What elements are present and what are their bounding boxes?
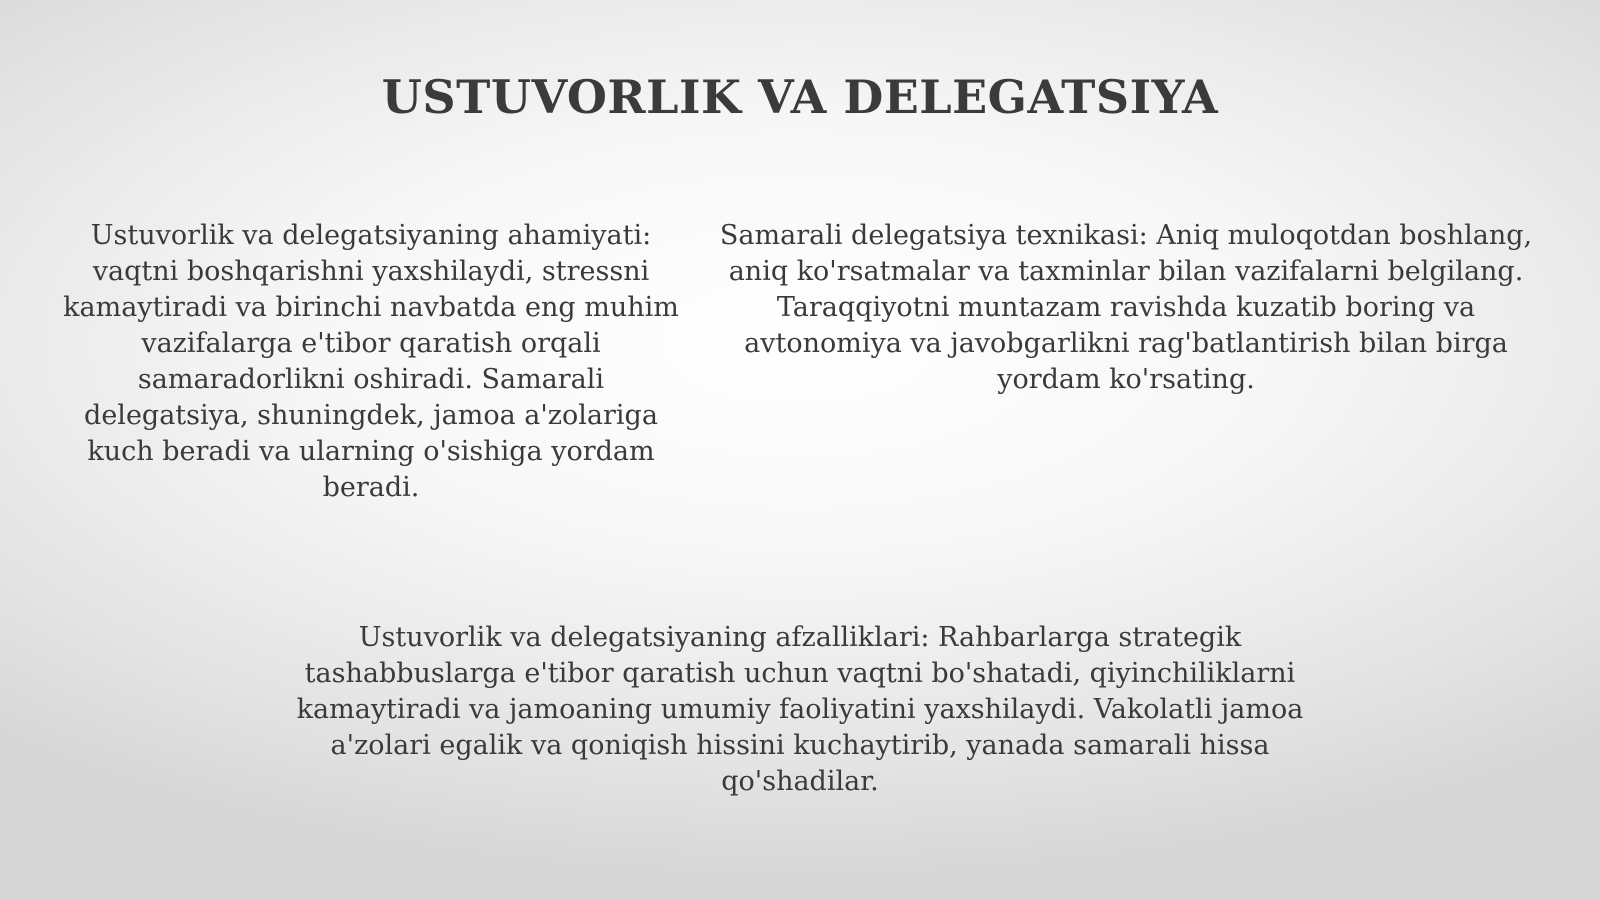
importance-paragraph: Ustuvorlik va delegatsiyaning ahamiyati: vaqtni boshqarishni yaxshilaydi, stressni kamaytiradi va birinchi navbatda eng muhim vazifalarga e'tibor qaratish orqali samaradorlikni oshiradi. Samarali delegatsiya, shuningdek, jamoa a'zolariga kuch beradi va ularning o'sishiga yordam beradi.: [63, 220, 679, 503]
benefits-paragraph: Ustuvorlik va delegatsiyaning afzalliklari: Rahbarlarga strategik tashabbuslarga e'tibor qaratish uchun vaqtni bo'shatadi, qiyinchiliklarni kamaytiradi va jamoaning umumiy faoliyatini yaxshilaydi. Vakolatli jamoa a'zolari egalik va qoniqish hissini kuchaytirib, yanada samarali hissa qo'shadilar.: [296, 622, 1304, 797]
slide-title: USTUVORLIK VA DELEGATSIYA: [381, 70, 1219, 124]
techniques-paragraph: Samarali delegatsiya texnikasi: Aniq muloqotdan boshlang, aniq ko'rsatmalar va taxminlar bilan vazifalarni belgilang. Taraqqiyotni muntazam ravishda kuzatib boring va avtonomiya va javobgarlikni rag'batlantirish bilan birga yordam ko'rsating.: [719, 220, 1533, 395]
